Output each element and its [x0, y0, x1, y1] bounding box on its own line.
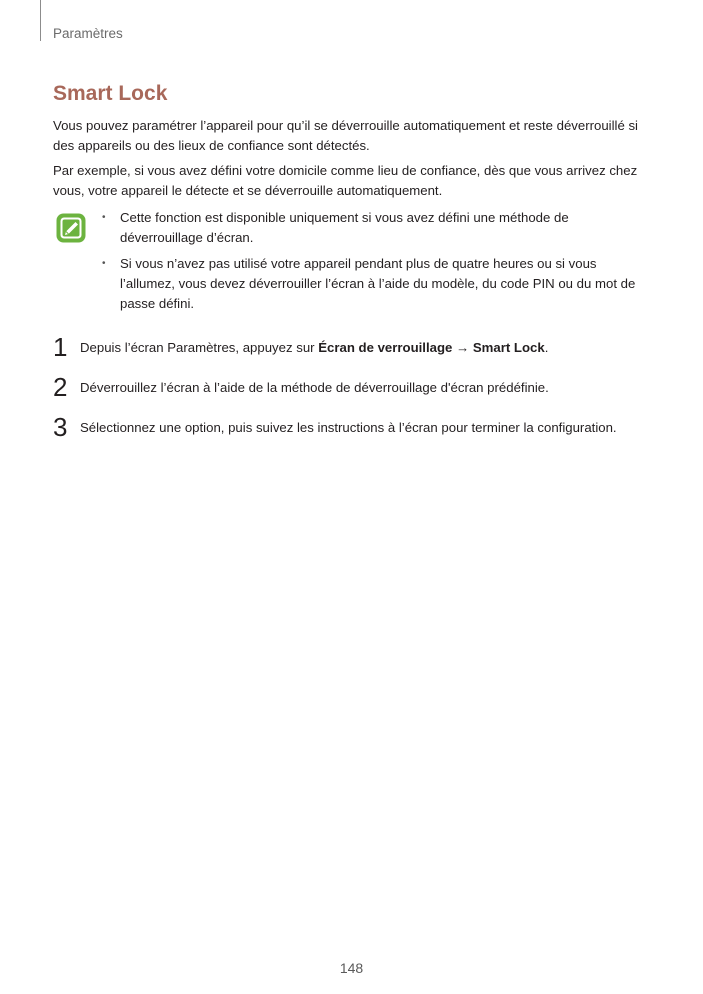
note-text: Si vous n’avez pas utilisé votre appareil pendant plus de quatre heures ou si vous l’allumez, vous devez déverrouiller l’écran à l’aide du modèle, du code PIN ou du mot de passe défini. — [120, 256, 636, 311]
menu-path-smart-lock: Smart Lock — [472, 340, 545, 355]
step-text: Sélectionnez une option, puis suivez les instructions à l’écran pour terminer la configuration. — [80, 420, 617, 435]
menu-path-screen-lock: Écran de verrouillage — [318, 340, 453, 355]
step-text-after: . — [544, 340, 549, 355]
step-number: 3 — [53, 412, 68, 442]
step-item — [53, 373, 673, 413]
example-paragraph: Par exemple, si vous avez défini votre domicile comme lieu de confiance, dès que vous arrivez chez vous, votre appareil le détecte et se déverrouille automatiquement. — [53, 163, 638, 198]
step-item — [53, 413, 673, 453]
step-text: Déverrouillez l’écran à l’aide de la méthode de déverrouillage d'écran prédéfinie. — [80, 380, 549, 395]
step-text-before: Depuis l’écran Paramètres, appuyez sur — [80, 340, 319, 355]
running-header: Paramètres — [53, 26, 123, 41]
step-item — [53, 333, 673, 373]
step-number: 1 — [53, 332, 68, 362]
note-pencil-icon — [55, 212, 87, 244]
note-text: Cette fonction est disponible uniquement si vous avez défini une méthode de déverrouillage d’écran. — [120, 210, 569, 245]
bullet-icon: • — [102, 212, 106, 223]
header-rule — [40, 0, 41, 41]
note-item — [101, 208, 651, 248]
intro-paragraph: Vous pouvez paramétrer l’appareil pour qu’il se déverrouille automatiquement et reste déverrouillé si des appareils ou des lieux de confiance sont détectés. — [53, 118, 638, 153]
section-title: Smart Lock — [53, 82, 168, 105]
note-list — [101, 208, 651, 320]
note-item — [101, 254, 651, 314]
page-number: 148 — [339, 960, 364, 976]
step-list — [53, 333, 673, 453]
step-text — [80, 338, 548, 358]
step-number: 2 — [53, 372, 68, 402]
bullet-icon: • — [102, 258, 106, 269]
arrow-icon: → — [452, 340, 473, 355]
